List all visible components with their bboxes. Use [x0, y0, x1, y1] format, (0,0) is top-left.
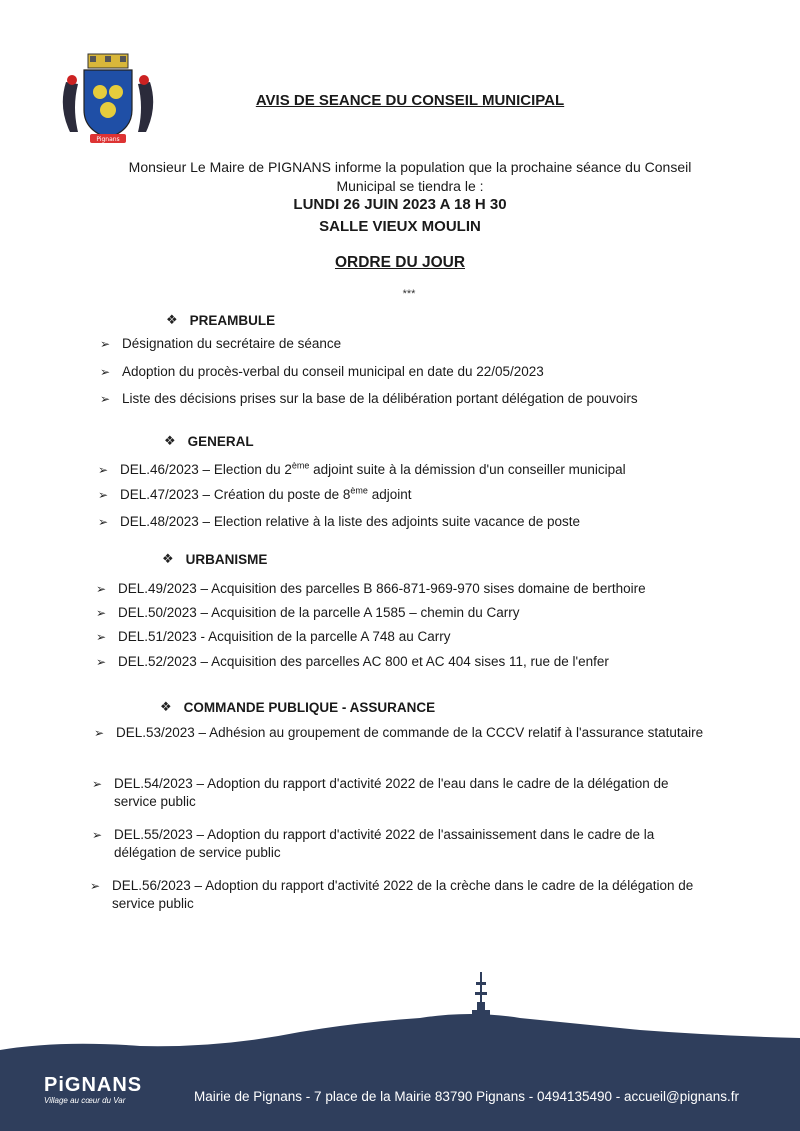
list-item: ➢ DEL.53/2023 – Adhésion au groupement de commande de la CCCV relatif à l'assurance statutaire	[94, 725, 704, 740]
arrow-bullet-icon: ➢	[98, 463, 109, 477]
section-commande-title: ❖ COMMANDE PUBLIQUE - ASSURANCE	[160, 699, 436, 715]
arrow-bullet-icon: ➢	[96, 582, 107, 596]
section-general-title: ❖ GENERAL	[164, 433, 254, 449]
list-item: ➢ DEL.50/2023 – Acquisition de la parcelle A 1585 – chemin du Carry	[96, 605, 520, 620]
list-item: ➢ DEL.47/2023 – Création du poste de 8ème adjoint	[98, 485, 412, 502]
agenda-title: ORDRE DU JOUR	[334, 254, 466, 271]
list-item: ➢ DEL.48/2023 – Election relative à la liste des adjoints suite vacance de poste	[98, 514, 581, 529]
diamond-bullet-icon: ❖	[160, 699, 172, 714]
svg-text:Pignans: Pignans	[96, 136, 120, 143]
list-item: ➢ DEL.56/2023 – Adoption du rapport d'activité 2022 de la crèche dans le cadre de la délégation de service public	[90, 878, 694, 911]
intro-paragraph: Monsieur Le Maire de PIGNANS informe la population que la prochaine séance du Conseil Municipal se tiendra le :	[128, 159, 692, 194]
section-urbanisme-title: ❖ URBANISME	[162, 551, 268, 567]
arrow-bullet-icon: ➢	[92, 828, 103, 842]
list-item: ➢ DEL.54/2023 – Adoption du rapport d'activité 2022 de l'eau dans le cadre de la délégation de service public	[92, 776, 669, 809]
list-item: ➢ DEL.55/2023 – Adoption du rapport d'activité 2022 de l'assainissement dans le cadre de la délégation de service public	[92, 827, 655, 860]
diamond-bullet-icon: ❖	[162, 551, 174, 566]
separator-stars: ***	[402, 288, 416, 300]
meeting-date: LUNDI 26 JUIN 2023 A 18 H 30	[293, 196, 507, 213]
arrow-bullet-icon: ➢	[100, 337, 111, 351]
arrow-bullet-icon: ➢	[100, 365, 111, 379]
list-item: ➢ Désignation du secrétaire de séance	[100, 336, 342, 351]
list-item: ➢ Adoption du procès-verbal du conseil municipal en date du 22/05/2023	[100, 364, 544, 379]
arrow-bullet-icon: ➢	[96, 630, 107, 644]
section-preambule-title: ❖ PREAMBULE	[166, 312, 276, 328]
list-item: ➢ Liste des décisions prises sur la base de la délibération portant délégation de pouvoirs	[100, 391, 638, 406]
arrow-bullet-icon: ➢	[100, 392, 111, 406]
list-item: ➢ DEL.49/2023 – Acquisition des parcelles B 866-871-969-970 sises domaine de berthoire	[96, 581, 646, 596]
list-item: ➢ DEL.46/2023 – Election du 2ème adjoint suite à la démission d'un conseiller municipal	[98, 460, 626, 477]
list-item: ➢ DEL.52/2023 – Acquisition des parcelles AC 800 et AC 404 sises 11, rue de l'enfer	[96, 654, 609, 669]
meeting-place: SALLE VIEUX MOULIN	[319, 218, 481, 235]
footer-logo-tagline: Village au cœur du Var	[44, 1096, 126, 1105]
arrow-bullet-icon: ➢	[92, 777, 103, 791]
footer-contact: Mairie de Pignans - 7 place de la Mairie 83790 Pignans - 0494135490 - accueil@pignans.fr	[194, 1089, 740, 1104]
footer-skyline	[0, 960, 800, 1131]
page-title: AVIS DE SEANCE DU CONSEIL MUNICIPAL	[255, 92, 565, 109]
arrow-bullet-icon: ➢	[98, 488, 109, 502]
list-item: ➢ DEL.51/2023 - Acquisition de la parcelle A 748 au Carry	[96, 629, 451, 644]
arrow-bullet-icon: ➢	[90, 879, 101, 893]
arrow-bullet-icon: ➢	[98, 515, 109, 529]
arrow-bullet-icon: ➢	[94, 726, 105, 740]
diamond-bullet-icon: ❖	[166, 312, 178, 327]
arrow-bullet-icon: ➢	[96, 606, 107, 620]
arrow-bullet-icon: ➢	[96, 655, 107, 669]
footer-logo: PiGNANS	[44, 1074, 143, 1096]
diamond-bullet-icon: ❖	[164, 433, 176, 448]
